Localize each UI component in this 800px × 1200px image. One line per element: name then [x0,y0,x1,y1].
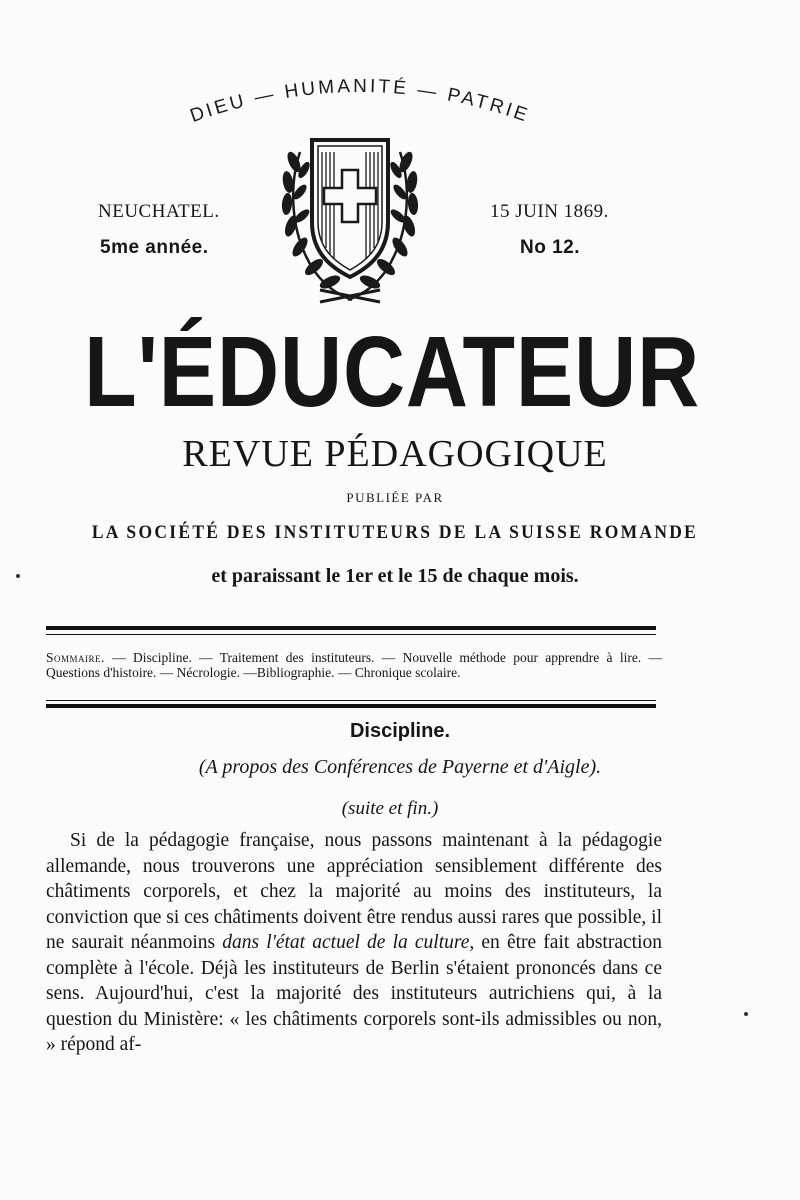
divider-thin-top [46,634,656,635]
journal-subtitle: REVUE PÉDAGOGIQUE [182,433,608,475]
article-body [46,828,662,1058]
divider-thick-bottom [46,704,656,708]
divider-thin-bottom [46,700,656,701]
publication-schedule: et paraissant le 1er et le 15 de chaque mois. [211,565,579,587]
divider-thick-top [46,626,656,630]
journal-title: L'ÉDUCATEUR [84,316,701,428]
paragraph-text-a: Si de la pédagogie française, nous passons maintenant à la pédagogie allemande, nous trouverons une appréciation sensiblement différente des châtiments corporels, et chez la majorité au moins des instituteurs, la conviction que si ces châtiments doivent être rendus aussi rares que possible, il ne saurait néanmoins [46,830,662,953]
paragraph-emphasis: dans l'état actuel de la culture [222,932,470,953]
article-continuation: (suite et fin.) [341,798,439,819]
summary-text: — Discipline. — Traitement des instituteurs. — Nouvelle méthode pour apprendre à lire. — Questions d'histoire. — Nécrologie. —Bibliographie. — Chronique scolaire. [46,650,662,680]
article-paragraph [46,828,662,1058]
table-of-contents [46,650,662,680]
article-subtitle: (A propos des Conférences de Payerne et d'Aigle). [198,756,602,778]
print-speck [16,574,20,578]
motto-text: DIEU — HUMANITÉ — PATRIE [187,75,533,128]
print-speck [744,1012,748,1016]
issue-date: 15 JUIN 1869. [490,201,609,222]
published-by: PUBLIÉE PAR [346,490,444,505]
paragraph-text-b: , en être fait abstraction complète à l'école. Déjà les instituteurs de Berlin s'étaient prononcés dans ce sens. Aujourd'hui, c'est la majorité des instituteurs autrichiens qui, à la question du Ministère: « les châtiments corporels sont-ils admissibles ou non, » répond af- [46,932,662,1055]
year-label: 5me année. [100,237,209,258]
issue-number: No 12. [520,237,581,258]
city-label: NEUCHATEL. [98,201,220,222]
society-name: LA SOCIÉTÉ DES INSTITUTEURS DE LA SUISSE ROMANDE [91,522,699,543]
swiss-crest-emblem [260,122,440,307]
summary-label: Sommaire. [46,650,105,665]
article-title: Discipline. [349,720,451,742]
